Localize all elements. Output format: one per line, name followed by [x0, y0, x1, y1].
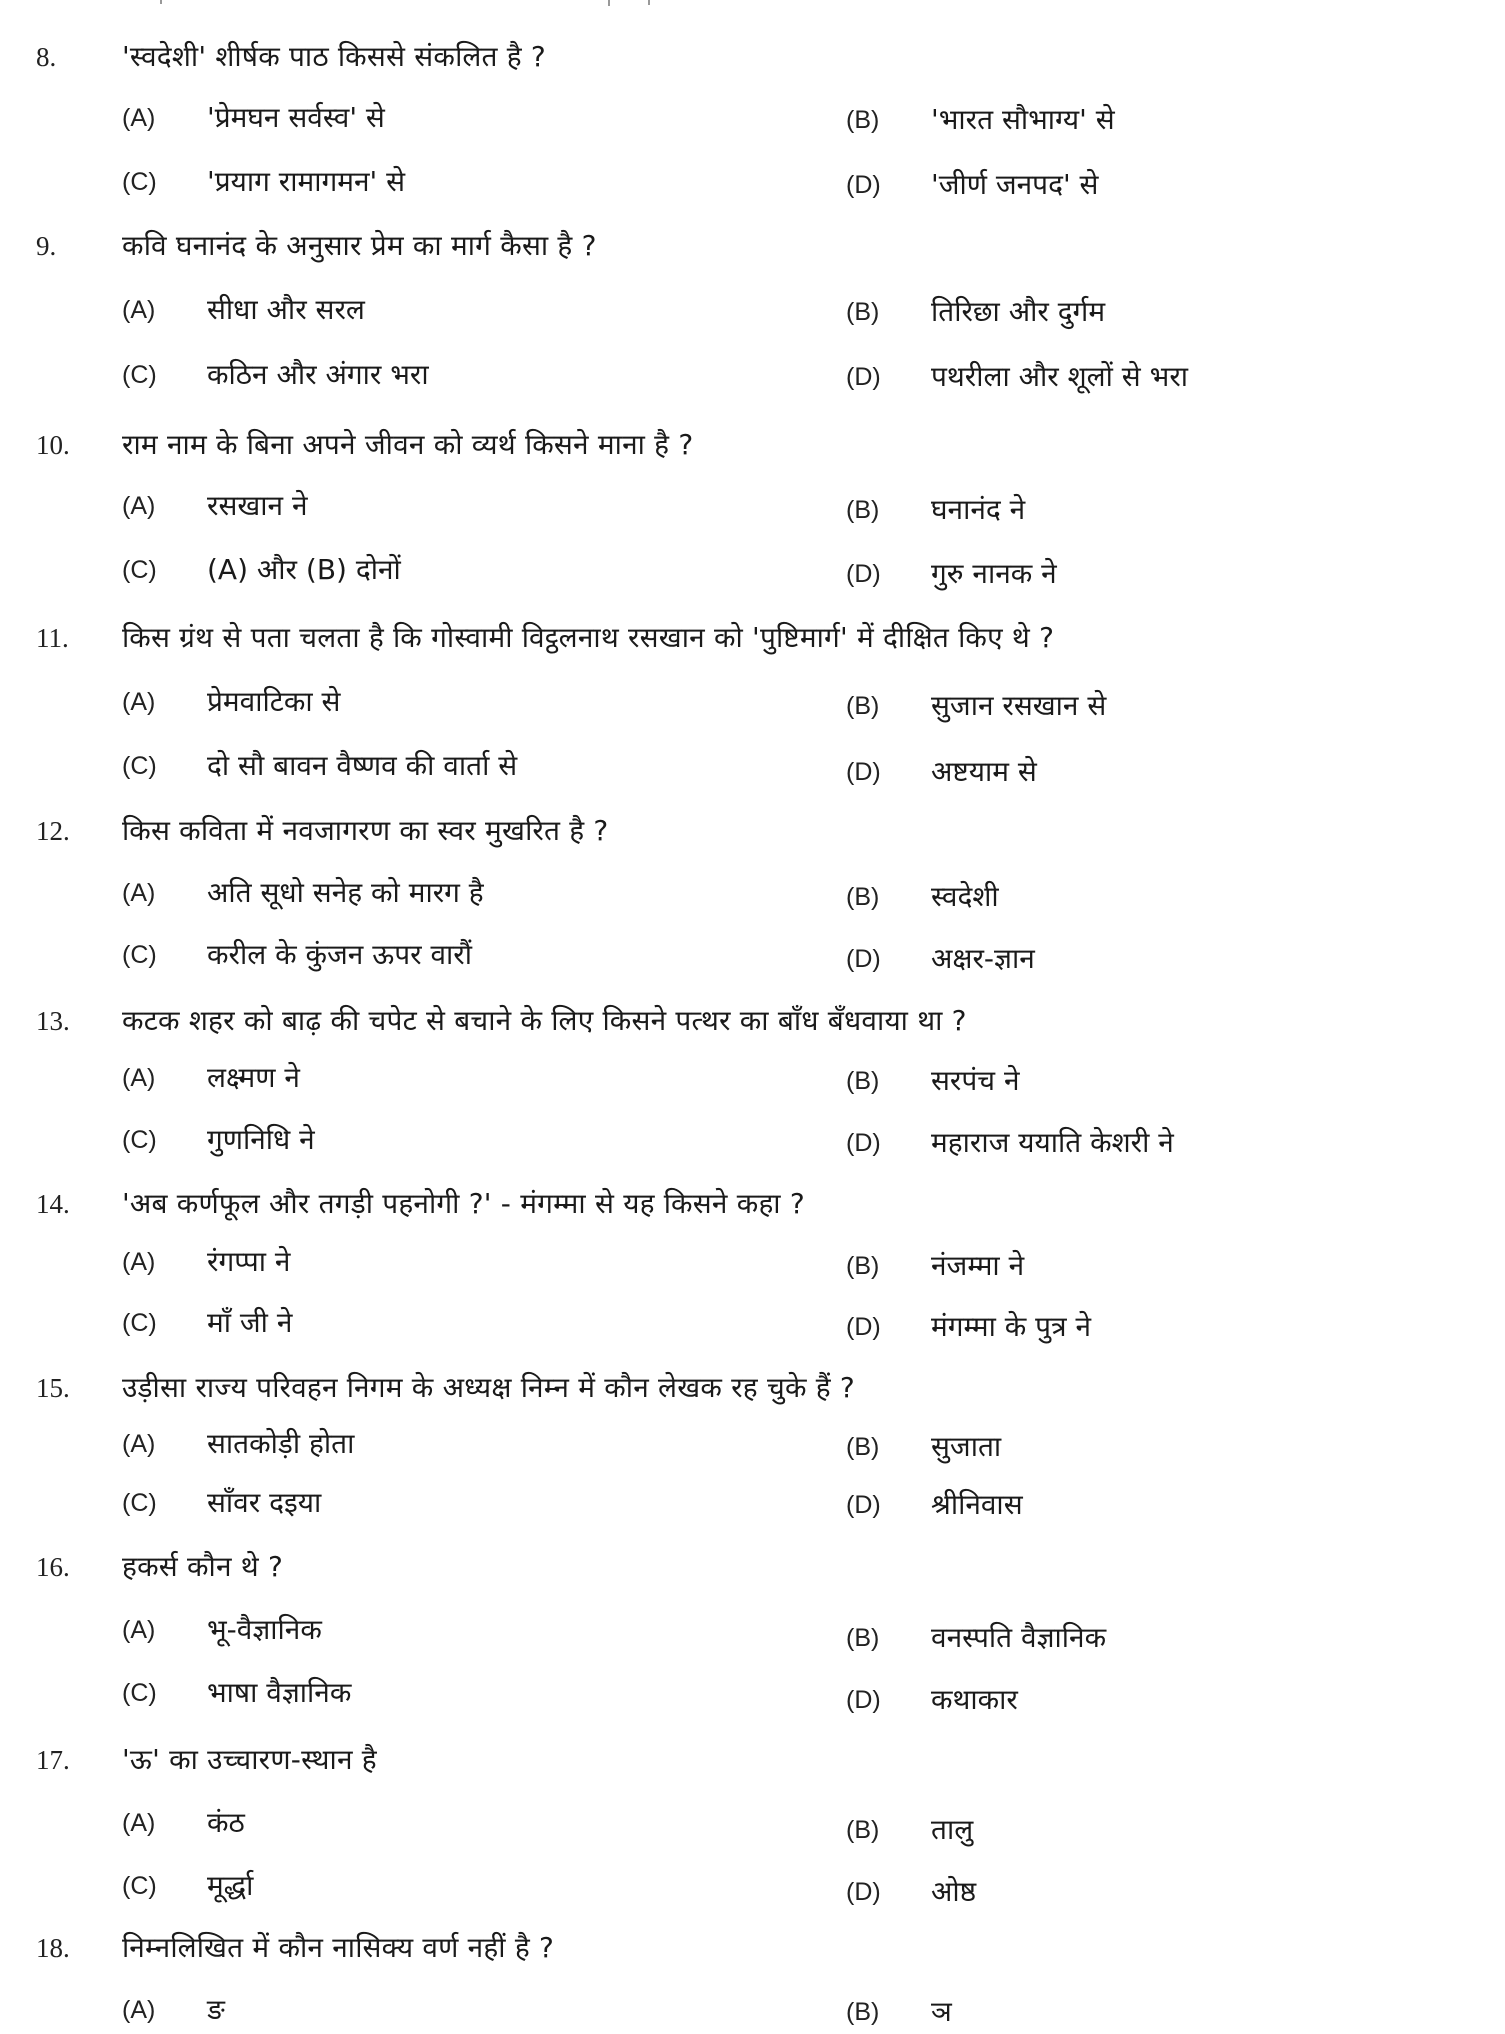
- question-number: 12.: [36, 816, 70, 846]
- option-text: तिरिछा और दुर्गम: [931, 295, 1106, 328]
- option-text: गुणनिधि ने: [207, 1123, 315, 1156]
- option-label: (B): [846, 1433, 880, 1461]
- option-text: घनानंद ने: [931, 493, 1026, 526]
- option-label: (C): [122, 556, 157, 584]
- scan-mark: [608, 0, 610, 6]
- option-text: कठिन और अंगार भरा: [207, 358, 429, 391]
- option-label: (A): [122, 296, 156, 324]
- question-number: 18.: [36, 1933, 70, 1963]
- question-number: 10.: [36, 430, 70, 460]
- option-label: (D): [846, 1878, 881, 1906]
- option-text: तालु: [931, 1813, 974, 1846]
- option-label: (B): [846, 1252, 880, 1280]
- option-text: सरपंच ने: [931, 1064, 1020, 1097]
- option-text: साँवर दइया: [207, 1486, 322, 1519]
- option-text: सुजान रसखान से: [931, 689, 1107, 722]
- option-label: (B): [846, 496, 880, 524]
- option-text: वनस्पति वैज्ञानिक: [931, 1621, 1107, 1654]
- option-text: (A) और (B) दोनों: [207, 553, 401, 586]
- option-label: (B): [846, 106, 880, 134]
- question-text: कवि घनानंद के अनुसार प्रेम का मार्ग कैसा है ?: [122, 229, 597, 262]
- option-text: कंठ: [207, 1806, 245, 1839]
- option-text: सातकोड़ी होता: [207, 1427, 355, 1460]
- option-text: ञ: [931, 1995, 952, 2028]
- option-label: (A): [122, 688, 156, 716]
- option-text: माँ जी ने: [207, 1306, 293, 1339]
- option-text: पथरीला और शूलों से भरा: [931, 360, 1189, 393]
- option-label: (A): [122, 1248, 156, 1276]
- scan-mark: [160, 0, 162, 4]
- question-text: निम्नलिखित में कौन नासिक्य वर्ण नहीं है ?: [122, 1931, 555, 1964]
- option-text: अष्टयाम से: [931, 755, 1037, 788]
- question-number: 13.: [36, 1006, 70, 1036]
- question-number: 8.: [36, 42, 57, 72]
- option-text: नंजम्मा ने: [931, 1249, 1025, 1282]
- option-label: (A): [122, 104, 156, 132]
- option-label: (B): [846, 1067, 880, 1095]
- option-label: (B): [846, 1816, 880, 1844]
- option-text: लक्ष्मण ने: [207, 1061, 300, 1094]
- question-number: 11.: [36, 623, 69, 653]
- option-label: (C): [122, 168, 157, 196]
- option-text: स्वदेशी: [931, 880, 999, 913]
- option-label: (D): [846, 363, 881, 391]
- option-text: भाषा वैज्ञानिक: [207, 1676, 352, 1709]
- question-number: 17.: [36, 1745, 70, 1775]
- question-text: हकर्स कौन थे ?: [122, 1550, 284, 1583]
- option-label: (A): [122, 1616, 156, 1644]
- option-label: (B): [846, 1998, 880, 2026]
- option-label: (A): [122, 1809, 156, 1837]
- option-label: (D): [846, 1313, 881, 1341]
- option-label: (C): [122, 1489, 157, 1517]
- option-label: (B): [846, 883, 880, 911]
- option-label: (D): [846, 758, 881, 786]
- question-text: किस कविता में नवजागरण का स्वर मुखरित है ?: [122, 814, 609, 847]
- option-text: अक्षर-ज्ञान: [931, 942, 1035, 975]
- option-text: 'भारत सौभाग्य' से: [931, 103, 1115, 136]
- option-label: (A): [122, 1430, 156, 1458]
- option-label: (A): [122, 1064, 156, 1092]
- option-text: 'जीर्ण जनपद' से: [931, 168, 1099, 201]
- question-text: राम नाम के बिना अपने जीवन को व्यर्थ किसने माना है ?: [122, 428, 694, 461]
- question-text: उड़ीसा राज्य परिवहन निगम के अध्यक्ष निम्न में कौन लेखक रह चुके हैं ?: [122, 1371, 855, 1404]
- option-text: सीधा और सरल: [207, 293, 365, 326]
- option-label: (D): [846, 1129, 881, 1157]
- question-number: 15.: [36, 1373, 70, 1403]
- option-text: ङ: [207, 1993, 225, 2026]
- option-text: ओष्ठ: [931, 1875, 977, 1908]
- option-label: (D): [846, 171, 881, 199]
- question-number: 9.: [36, 231, 57, 261]
- scan-mark: [648, 0, 650, 5]
- option-label: (C): [122, 752, 157, 780]
- option-label: (C): [122, 1126, 157, 1154]
- option-label: (C): [122, 941, 157, 969]
- option-text: 'प्रेमघन सर्वस्व' से: [207, 101, 385, 134]
- option-text: करील के कुंजन ऊपर वारौं: [207, 938, 472, 971]
- option-label: (D): [846, 945, 881, 973]
- option-label: (A): [122, 492, 156, 520]
- option-label: (C): [122, 361, 157, 389]
- option-text: महाराज ययाति केशरी ने: [931, 1126, 1174, 1159]
- option-text: सुजाता: [931, 1430, 1002, 1463]
- option-text: दो सौ बावन वैष्णव की वार्ता से: [207, 749, 518, 782]
- option-label: (B): [846, 692, 880, 720]
- question-number: 14.: [36, 1189, 70, 1219]
- option-label: (B): [846, 298, 880, 326]
- option-text: कथाकार: [931, 1683, 1018, 1716]
- option-text: गुरु नानक ने: [931, 557, 1057, 590]
- option-text: मूर्द्धा: [207, 1869, 254, 1902]
- option-text: मंगम्मा के पुत्र ने: [931, 1310, 1091, 1343]
- option-text: भू-वैज्ञानिक: [207, 1613, 322, 1646]
- option-label: (A): [122, 1996, 156, 2024]
- option-text: रसखान ने: [207, 489, 308, 522]
- option-label: (C): [122, 1679, 157, 1707]
- option-label: (C): [122, 1309, 157, 1337]
- question-number: 16.: [36, 1552, 70, 1582]
- option-text: श्रीनिवास: [931, 1488, 1023, 1521]
- option-text: 'प्रयाग रामागमन' से: [207, 165, 406, 198]
- question-text: कटक शहर को बाढ़ की चपेट से बचाने के लिए किसने पत्थर का बाँध बँधवाया था ?: [122, 1004, 967, 1037]
- option-label: (D): [846, 1686, 881, 1714]
- question-text: 'अब कर्णफूल और तगड़ी पहनोगी ?' - मंगम्मा से यह किसने कहा ?: [122, 1187, 805, 1220]
- question-text: 'स्वदेशी' शीर्षक पाठ किससे संकलित है ?: [122, 40, 546, 73]
- option-label: (A): [122, 879, 156, 907]
- option-label: (D): [846, 1491, 881, 1519]
- question-text: किस ग्रंथ से पता चलता है कि गोस्वामी विट्ठलनाथ रसखान को 'पुष्टिमार्ग' में दीक्षित किए थे ?: [122, 621, 1055, 654]
- option-label: (B): [846, 1624, 880, 1652]
- option-text: रंगप्पा ने: [207, 1245, 291, 1278]
- option-label: (C): [122, 1872, 157, 1900]
- option-label: (D): [846, 560, 881, 588]
- option-text: अति सूधो सनेह को मारग है: [207, 876, 484, 909]
- question-text: 'ऊ' का उच्चारण-स्थान है: [122, 1743, 377, 1776]
- option-text: प्रेमवाटिका से: [207, 685, 341, 718]
